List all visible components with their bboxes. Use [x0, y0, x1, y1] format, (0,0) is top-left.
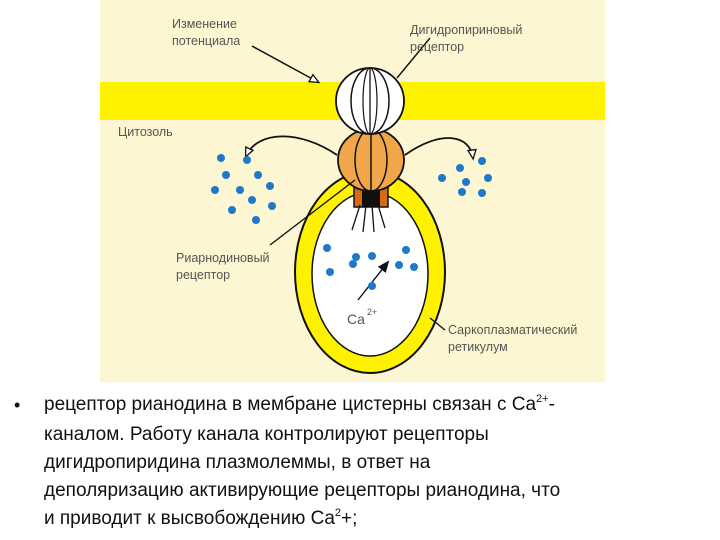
ca-label: Ca	[347, 311, 365, 327]
sr-label-line1: Саркоплазматический	[448, 323, 578, 337]
ion	[438, 174, 446, 182]
ion	[478, 189, 486, 197]
caption-line-5-superscript: 2	[334, 507, 342, 519]
dhp-receptor-label-line1: Дигидропириновый	[410, 23, 523, 37]
caption-line-1	[44, 391, 704, 421]
ion	[222, 171, 230, 179]
potential-change-label-line2: потенциала	[172, 34, 241, 48]
ion	[236, 186, 244, 194]
ion	[217, 154, 225, 162]
ion	[243, 156, 251, 164]
ion	[323, 244, 331, 252]
ion	[478, 157, 486, 165]
cytosol-label: Цитозоль	[118, 125, 173, 139]
potential-change-label-line1: Изменение	[172, 17, 237, 31]
ion	[458, 188, 466, 196]
ion	[266, 182, 274, 190]
ion	[211, 186, 219, 194]
caption-line-5-text: и приводит к высвобождению Ca	[44, 508, 335, 529]
bullet-mark: •	[14, 395, 21, 415]
ion	[326, 268, 334, 276]
ion	[395, 261, 403, 269]
ion	[252, 216, 260, 224]
caption-line-5-suffix: +;	[341, 508, 358, 529]
ion	[268, 202, 276, 210]
ion	[410, 263, 418, 271]
ion	[368, 252, 376, 260]
ion	[368, 282, 376, 290]
caption-line-3: дигидропиридина плазмолеммы, в ответ на	[44, 452, 431, 473]
ion	[352, 253, 360, 261]
ion	[248, 196, 256, 204]
ion	[349, 260, 357, 268]
bullet-caption	[14, 391, 704, 535]
ca-charge-label: 2+	[367, 307, 378, 317]
ion	[254, 171, 262, 179]
ryanodine-receptor	[338, 129, 404, 191]
ryr-label-line1: Риарнодиновый	[176, 251, 270, 265]
ion	[462, 178, 470, 186]
caption-line-4: деполяризацию активирующие рецепторы рианодина, что	[44, 480, 561, 501]
caption-text	[44, 391, 704, 535]
dihydropyridine-receptor	[336, 68, 404, 134]
caption-line-1-text: рецептор рианодина в мембране цистерны связан с Ca	[44, 394, 537, 415]
ion	[228, 206, 236, 214]
ion	[484, 174, 492, 182]
ion	[402, 246, 410, 254]
caption-line-2: каналом. Работу канала контролируют рецепторы	[44, 424, 489, 445]
ryr-label-line2: рецептор	[176, 268, 231, 282]
sr-label-line2: ретикулум	[448, 340, 508, 354]
caption-line-5	[44, 505, 704, 535]
caption-line-1-superscript: 2+	[536, 393, 549, 405]
caption-line-1-suffix: -	[548, 394, 555, 415]
ion	[456, 164, 464, 172]
dhp-receptor-label-line2: рецептор	[410, 40, 465, 54]
